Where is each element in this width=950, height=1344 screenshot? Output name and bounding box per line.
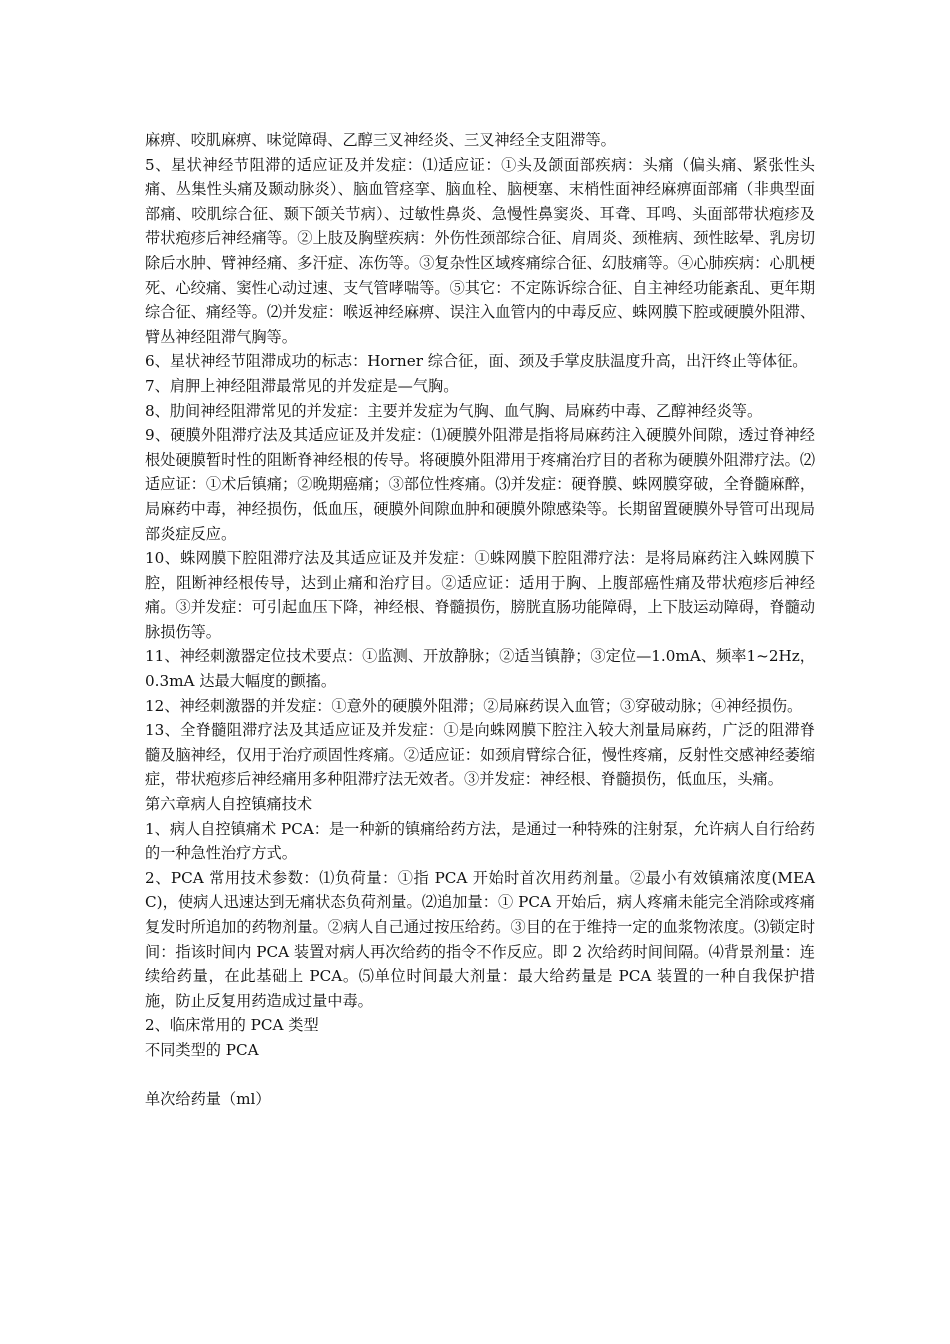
paragraph-stellate-success-signs: 6、星状神经节阻滞成功的标志：Horner 综合征，面、颈及手掌皮肤温度升高，出汗终止等体征。 — [145, 352, 808, 371]
paragraph-trigeminal-complications: 麻痹、咬肌麻痹、味觉障碍、乙醇三叉神经炎、三叉神经全支阻滞等。 — [145, 131, 616, 149]
paragraph-single-dose-label: 单次给药量（ml） — [145, 1090, 271, 1109]
paragraph-intercostal-block: 8、肋间神经阻滞常见的并发症：主要并发症为气胸、血气胸、局麻药中毒、乙醇神经炎等。 — [145, 401, 763, 420]
paragraph-pca-parameters: 2、PCA 常用技术参数：⑴负荷量：①指 PCA 开始时首次用药剂量。②最小有效镇痛浓度(MEAC)，使病人迅速达到无痛状态负荷剂量。⑵追加量：① PCA 开始后，病人疼痛未能完全消除或疼痛复发时所追加的药物剂量。②病人自己通过按压给药。③目的在于维持一定的血浆物浓度。⑶锁定时间：指该时间内 PCA 装置对病人再次给药的指令不作反应。即 2 次给药时间间隔。⑷背景剂量：连续给药量，在此基础上 PCA。⑸单位时间最大剂量：最大给药量是 PCA 装置的一种自我保护措施，防止反复用药造成过量中毒。 — [145, 868, 815, 1010]
document-body — [145, 128, 815, 1112]
paragraph-epidural-block: 9、硬膜外阻滞疗法及其适应证及并发症：⑴硬膜外阻滞是指将局麻药注入硬膜外间隙，透过脊神经根处硬膜暂时性的阻断脊神经根的传导。将硬膜外阻滞用于疼痛治疗目的者称为硬膜外阻滞疗法。⑵适应证：①术后镇痛；②晚期癌痛；③部位性疼痛。⑶并发症：硬脊膜、蛛网膜穿破，全脊髓麻醉，局麻药中毒，神经损伤，低血压，硬膜外间隙血肿和硬膜外隙感染等。长期留置硬膜外导管可出现局部炎症反应。 — [145, 426, 815, 543]
paragraph-total-spinal-block: 13、全脊髓阻滞疗法及其适应证及并发症：①是向蛛网膜下腔注入较大剂量局麻药，广泛的阻滞脊髓及脑神经，仅用于治疗顽固性疼痛。②适应证：如颈肩臂综合征，慢性疼痛，反射性交感神经萎缩症，带状疱疹后神经痛用多种阻滞疗法无效者。③并发症：神经根、脊髓损伤，低血压，头痛。 — [145, 721, 815, 789]
paragraph-subarachnoid-block: 10、蛛网膜下腔阻滞疗法及其适应证及并发症：①蛛网膜下腔阻滞疗法：是将局麻药注入蛛网膜下腔，阻断神经根传导，达到止痛和治疗目。②适应证：适用于胸、上腹部癌性痛及带状疱疹后神经痛。③并发症：可引起血压下降，神经根、脊髓损伤，膀胱直肠功能障碍，上下肢运动障碍，脊髓动脉损伤等。 — [145, 549, 815, 641]
paragraph-nerve-stimulator-technique: 11、神经刺激器定位技术要点：①监测、开放静脉；②适当镇静；③定位—1.0mA、频率1~2Hz，0.3mA 达最大幅度的颤搐。 — [145, 647, 815, 691]
paragraph-suprascapular-block: 7、肩胛上神经阻滞最常见的并发症是—气胸。 — [145, 376, 459, 395]
paragraph-nerve-stimulator-complications: 12、神经刺激器的并发症：①意外的硬膜外阻滞；②局麻药误入血管；③穿破动脉；④神经损伤。 — [145, 696, 803, 715]
paragraph-pca-definition: 1、病人自控镇痛术 PCA：是一种新的镇痛给药方法，是通过一种特殊的注射泵，允许病人自行给药的一种急性治疗方式。 — [145, 819, 815, 863]
chapter-heading: 第六章病人自控镇痛技术 — [145, 795, 313, 814]
paragraph-stellate-ganglion-block: 5、星状神经节阻滞的适应证及并发症：⑴适应证：①头及颌面部疾病：头痛（偏头痛、紧张性头痛、丛集性头痛及颞动脉炎）、脑血管痉挛、脑血栓、脑梗塞、末梢性面神经麻痹面部痛（非典型面部痛、咬肌综合征、颞下颌关节病）、过敏性鼻炎、急慢性鼻窦炎、耳聋、耳鸣、头面部带状疱疹及带状疱疹后神经痛等。②上肢及胸壁疾病：外伤性颈部综合征、肩周炎、颈椎病、颈性眩晕、乳房切除后水肿、臂神经痛、多汗症、冻伤等。③复杂性区域疼痛综合征、幻肢痛等。④心肺疾病：心肌梗死、心绞痛、窦性心动过速、支气管哮喘等。⑤其它：不定陈诉综合征、自主神经功能紊乱、更年期综合征、痛经等。⑵并发症：喉返神经麻痹、误注入血管内的中毒反应、蛛网膜下腔或硬膜外阻滞、臂丛神经阻滞气胸等。 — [145, 155, 815, 346]
paragraph-pca-types-heading: 2、临床常用的 PCA 类型 — [145, 1016, 319, 1035]
blank-line — [145, 1063, 815, 1088]
paragraph-pca-types-label: 不同类型的 PCA — [145, 1040, 259, 1059]
